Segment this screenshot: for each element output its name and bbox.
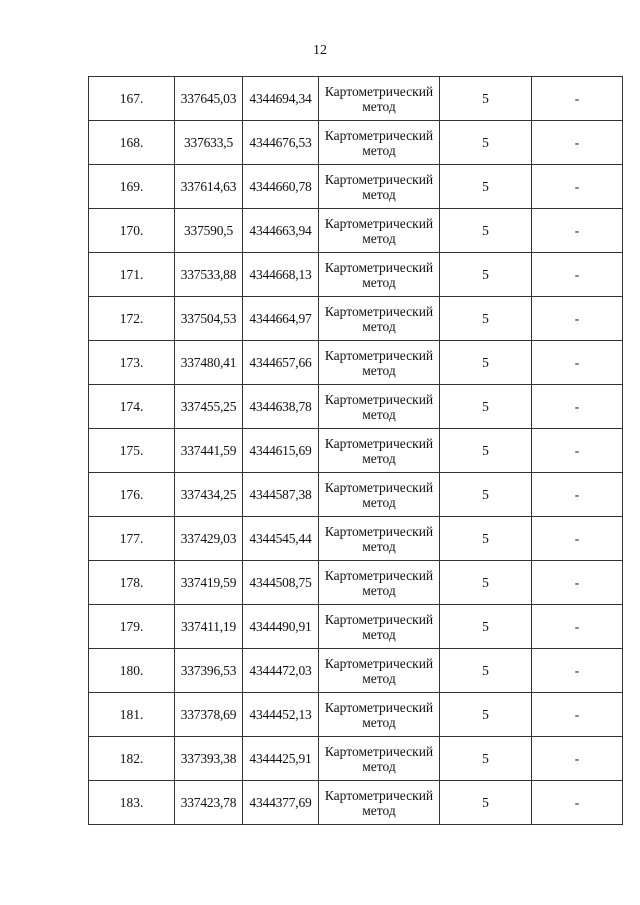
note-cell: - — [532, 385, 623, 429]
point-number-cell: 178. — [89, 561, 175, 605]
note-cell: - — [532, 781, 623, 825]
accuracy-cell: 5 — [440, 473, 532, 517]
point-number-cell: 171. — [89, 253, 175, 297]
method-cell — [319, 649, 440, 693]
note-cell: - — [532, 605, 623, 649]
x-coordinate-cell: 337419,59 — [175, 561, 243, 605]
y-coordinate-cell: 4344508,75 — [243, 561, 319, 605]
y-coordinate-cell: 4344694,34 — [243, 77, 319, 121]
y-coordinate-cell: 4344663,94 — [243, 209, 319, 253]
method-line-2: метод — [362, 538, 396, 554]
page-number: 12 — [313, 43, 327, 58]
point-number-cell: 176. — [89, 473, 175, 517]
method-line-1: Картометрический — [324, 215, 434, 231]
method-line-2: метод — [362, 318, 396, 334]
y-coordinate-cell: 4344668,13 — [243, 253, 319, 297]
accuracy-cell: 5 — [440, 165, 532, 209]
method-line-2: метод — [362, 670, 396, 686]
method-line-2: метод — [362, 758, 396, 774]
table-row — [89, 473, 623, 517]
note-cell: - — [532, 253, 623, 297]
table-row — [89, 649, 623, 693]
method-cell — [319, 297, 440, 341]
note-cell: - — [532, 77, 623, 121]
table-row — [89, 77, 623, 121]
y-coordinate-cell: 4344615,69 — [243, 429, 319, 473]
y-coordinate-cell: 4344377,69 — [243, 781, 319, 825]
x-coordinate-cell: 337480,41 — [175, 341, 243, 385]
accuracy-cell: 5 — [440, 209, 532, 253]
method-cell — [319, 781, 440, 825]
note-cell: - — [532, 473, 623, 517]
method-line-1: Картометрический — [324, 611, 434, 627]
note-cell: - — [532, 517, 623, 561]
table-row — [89, 297, 623, 341]
method-line-1: Картометрический — [324, 523, 434, 539]
accuracy-cell: 5 — [440, 649, 532, 693]
method-line-2: метод — [362, 802, 396, 818]
method-line-1: Картометрический — [324, 83, 434, 99]
x-coordinate-cell: 337645,03 — [175, 77, 243, 121]
method-line-1: Картометрический — [324, 259, 434, 275]
method-line-1: Картометрический — [324, 171, 434, 187]
y-coordinate-cell: 4344545,44 — [243, 517, 319, 561]
accuracy-cell: 5 — [440, 781, 532, 825]
table-row — [89, 781, 623, 825]
method-line-1: Картометрический — [324, 127, 434, 143]
y-coordinate-cell: 4344638,78 — [243, 385, 319, 429]
method-line-1: Картометрический — [324, 479, 434, 495]
table-row — [89, 517, 623, 561]
accuracy-cell: 5 — [440, 121, 532, 165]
accuracy-cell: 5 — [440, 429, 532, 473]
point-number-cell: 168. — [89, 121, 175, 165]
table-row — [89, 429, 623, 473]
note-cell: - — [532, 693, 623, 737]
method-line-1: Картометрический — [324, 391, 434, 407]
x-coordinate-cell: 337533,88 — [175, 253, 243, 297]
note-cell: - — [532, 297, 623, 341]
y-coordinate-cell: 4344657,66 — [243, 341, 319, 385]
method-line-2: метод — [362, 582, 396, 598]
point-number-cell: 172. — [89, 297, 175, 341]
coordinates-table — [88, 76, 623, 825]
point-number-cell: 182. — [89, 737, 175, 781]
method-line-1: Картометрический — [324, 743, 434, 759]
method-line-1: Картометрический — [324, 655, 434, 671]
method-cell — [319, 429, 440, 473]
method-line-2: метод — [362, 230, 396, 246]
method-line-2: метод — [362, 186, 396, 202]
point-number-cell: 177. — [89, 517, 175, 561]
method-line-1: Картометрический — [324, 699, 434, 715]
point-number-cell: 170. — [89, 209, 175, 253]
point-number-cell: 167. — [89, 77, 175, 121]
y-coordinate-cell: 4344676,53 — [243, 121, 319, 165]
y-coordinate-cell: 4344425,91 — [243, 737, 319, 781]
accuracy-cell: 5 — [440, 561, 532, 605]
note-cell: - — [532, 429, 623, 473]
accuracy-cell: 5 — [440, 253, 532, 297]
method-line-2: метод — [362, 450, 396, 466]
method-line-2: метод — [362, 626, 396, 642]
table-row — [89, 121, 623, 165]
method-line-1: Картометрический — [324, 787, 434, 803]
method-cell — [319, 77, 440, 121]
method-line-2: метод — [362, 98, 396, 114]
method-cell — [319, 561, 440, 605]
x-coordinate-cell: 337434,25 — [175, 473, 243, 517]
method-line-2: метод — [362, 714, 396, 730]
method-line-1: Картометрический — [324, 303, 434, 319]
point-number-cell: 169. — [89, 165, 175, 209]
note-cell: - — [532, 737, 623, 781]
y-coordinate-cell: 4344587,38 — [243, 473, 319, 517]
accuracy-cell: 5 — [440, 341, 532, 385]
point-number-cell: 179. — [89, 605, 175, 649]
point-number-cell: 181. — [89, 693, 175, 737]
method-cell — [319, 737, 440, 781]
method-line-2: метод — [362, 274, 396, 290]
table-row — [89, 693, 623, 737]
point-number-cell: 173. — [89, 341, 175, 385]
method-line-2: метод — [362, 494, 396, 510]
x-coordinate-cell: 337411,19 — [175, 605, 243, 649]
method-cell — [319, 693, 440, 737]
x-coordinate-cell: 337633,5 — [175, 121, 243, 165]
table-row — [89, 253, 623, 297]
x-coordinate-cell: 337614,63 — [175, 165, 243, 209]
y-coordinate-cell: 4344664,97 — [243, 297, 319, 341]
x-coordinate-cell: 337423,78 — [175, 781, 243, 825]
x-coordinate-cell: 337429,03 — [175, 517, 243, 561]
method-line-1: Картометрический — [324, 347, 434, 363]
method-cell — [319, 473, 440, 517]
table-row — [89, 341, 623, 385]
table-row — [89, 209, 623, 253]
y-coordinate-cell: 4344452,13 — [243, 693, 319, 737]
x-coordinate-cell: 337441,59 — [175, 429, 243, 473]
x-coordinate-cell: 337504,53 — [175, 297, 243, 341]
note-cell: - — [532, 121, 623, 165]
table-row — [89, 561, 623, 605]
method-cell — [319, 253, 440, 297]
x-coordinate-cell: 337455,25 — [175, 385, 243, 429]
point-number-cell: 174. — [89, 385, 175, 429]
accuracy-cell: 5 — [440, 605, 532, 649]
method-cell — [319, 605, 440, 649]
method-line-1: Картометрический — [324, 567, 434, 583]
method-cell — [319, 121, 440, 165]
point-number-cell: 180. — [89, 649, 175, 693]
accuracy-cell: 5 — [440, 77, 532, 121]
accuracy-cell: 5 — [440, 737, 532, 781]
note-cell: - — [532, 209, 623, 253]
note-cell: - — [532, 165, 623, 209]
note-cell: - — [532, 341, 623, 385]
method-line-2: метод — [362, 142, 396, 158]
method-line-1: Картометрический — [324, 435, 434, 451]
method-line-2: метод — [362, 362, 396, 378]
accuracy-cell: 5 — [440, 297, 532, 341]
point-number-cell: 183. — [89, 781, 175, 825]
accuracy-cell: 5 — [440, 517, 532, 561]
method-cell — [319, 341, 440, 385]
table-row — [89, 385, 623, 429]
accuracy-cell: 5 — [440, 693, 532, 737]
y-coordinate-cell: 4344472,03 — [243, 649, 319, 693]
y-coordinate-cell: 4344490,91 — [243, 605, 319, 649]
note-cell: - — [532, 561, 623, 605]
method-cell — [319, 209, 440, 253]
y-coordinate-cell: 4344660,78 — [243, 165, 319, 209]
x-coordinate-cell: 337378,69 — [175, 693, 243, 737]
method-cell — [319, 517, 440, 561]
method-line-2: метод — [362, 406, 396, 422]
table-row — [89, 605, 623, 649]
table-row — [89, 737, 623, 781]
method-cell — [319, 385, 440, 429]
table-row — [89, 165, 623, 209]
x-coordinate-cell: 337393,38 — [175, 737, 243, 781]
accuracy-cell: 5 — [440, 385, 532, 429]
x-coordinate-cell: 337590,5 — [175, 209, 243, 253]
point-number-cell: 175. — [89, 429, 175, 473]
method-cell — [319, 165, 440, 209]
table-body — [89, 77, 623, 825]
x-coordinate-cell: 337396,53 — [175, 649, 243, 693]
note-cell: - — [532, 649, 623, 693]
